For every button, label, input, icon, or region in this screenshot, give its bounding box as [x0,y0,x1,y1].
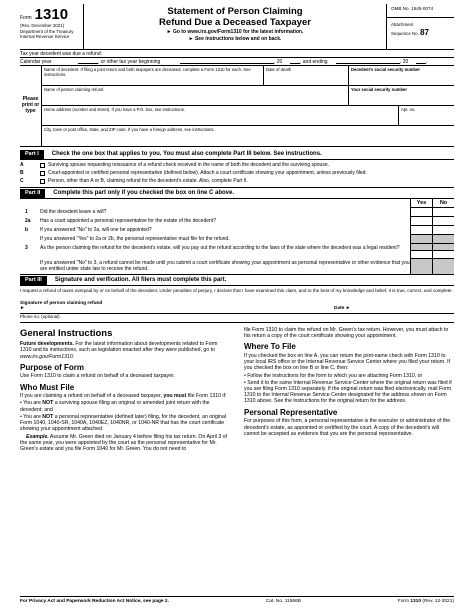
q3-note-shaded [411,259,432,274]
where-bullet-2: • Send it to the same Internal Revenue Service Center where the original return was filed if you are filing Form 1310 separately. If the original return was filed electronically, mail Form 1310 to the Internal Revenue Service Center designated for the address shown on Form 1310 above. See the instructions for the original return for the address. [244,379,452,405]
part-1-tag: Part I [20,150,44,159]
q1-no-box[interactable] [433,208,454,217]
q2-note-shaded [411,235,432,244]
who-must-file-heading: Who Must File [20,382,75,392]
agency-line-2: Internal Revenue Service [20,33,70,39]
where-bullet-1: • Follow the instructions for the form to which you are attaching Form 1310, or [244,372,423,379]
example-continued: file Form 1310 to claim the refund on Mr. Green's tax return. However, you must attach to his return a copy of the court certificate showing your appointment. [244,326,449,339]
q3-yes-box[interactable] [411,251,432,259]
q3-shaded-no [433,244,454,251]
form-title-line-1: Statement of Person Claiming [167,6,303,17]
q3-note-shaded-no [433,259,454,274]
part-3-header [20,275,454,286]
question-2-note: If you answered "Yes" to 2a or 2b, the personal representative must file for the refund. [40,236,230,242]
yes-no-columns [410,199,454,274]
option-c-letter: C [20,178,24,184]
part-1-title: Check the one box that applies to you. You must also complete Part III below. See instructions. [51,150,322,157]
calendar-year-field[interactable] [78,58,98,64]
example-text: Example. Assume Mr. Green died on January 4 before filing his tax return. On April 3 of the same year, you were appointed by the court as the personal representative for Mr. Green's estate and you file Form 1040 for Mr. Green. You do not need to [20,433,227,453]
where-to-file-heading: Where To File [244,342,296,352]
tax-year-period: . [426,59,428,65]
agency-line-1: Department of the Treasury [20,28,74,34]
future-developments: Future developments. For the latest information about developments related to Form 1310 and its instructions, such as legislation enacted after they were published, go to www.irs.gov/Form1310. [20,341,218,360]
ending-date-field[interactable] [336,58,400,64]
q2a-no-box[interactable] [433,217,454,226]
yes-header: Yes [411,199,432,208]
footer-privacy-notice: For Privacy Act and Paperwork Reduction Act Notice, see page 2. [20,599,169,604]
option-a-checkbox[interactable] [40,163,45,168]
claimant-name-field[interactable]: Name of person claiming refund [42,86,349,105]
option-b-checkbox[interactable] [40,171,45,176]
option-a-letter: A [20,162,24,168]
form-revision: (Rev. December 2021) [20,23,65,29]
who-must-file-text: If you are claiming a refund on behalf of a deceased taxpayer, you must file Form 1310 if: [20,393,227,400]
phone-field[interactable]: Phone no. (optional) [20,314,454,323]
personal-info-block [20,66,454,147]
question-3-note: If you answered "No" to 3, a refund cannot be made until you submit a court certificate showing your appointment as personal representative or other evidence that you are entitled under state law to receive the refund. [40,260,410,272]
purpose-text: Use Form 1310 to claim a refund on behalf of a deceased taxpayer. [20,373,175,380]
home-address-field[interactable]: Home address (number and street). If you have a P.O. box, see instructions. [42,106,399,125]
attachment-label: Attachment [391,22,414,28]
no-header: No [433,199,454,208]
perjury-declaration: I request a refund of taxes overpaid by or on behalf of the decedent. Under penalties of perjury, I declare that I have examined this claim, and to the best of my knowledge and belief, it is true, correct, and complete. [20,288,453,293]
form-id-block [20,4,84,49]
date-field[interactable] [356,302,454,312]
purpose-heading: Purpose of Form [20,362,85,372]
part-2-tag: Part II [20,189,45,198]
part-2-questions [20,199,454,275]
beginning-year-field[interactable] [290,58,300,64]
part-1-header [20,149,454,160]
part-3-title: Signature and verification. All filers must complete this part. [54,276,227,283]
omb-block [386,4,454,49]
calendar-year-row [20,58,454,66]
where-to-file-text: If you checked the box on line A, you can return the joint-name check with Form 1310 to your local IRS office or the Internal Revenue Service Center where you filed your return. If you checked the box on line B or line C, then: [244,352,451,372]
instructions-col-1 [20,327,230,454]
general-instructions-heading: General Instructions [20,327,113,339]
option-b [20,169,454,177]
part-1-options [20,160,454,188]
signature-label: Signature of person claiming refund ► [20,300,103,312]
tax-year-line: Tax year decedent was due a refund: [20,50,454,58]
option-b-letter: B [20,170,24,176]
q2b-yes-box[interactable] [411,226,432,235]
signature-field[interactable] [104,302,334,312]
q2b-no-box[interactable] [433,226,454,235]
q2-note-shaded-no [433,235,454,244]
form-title-line-2: Refund Due a Deceased Taxpayer [159,16,311,28]
yes-column [410,199,432,274]
q1-yes-box[interactable] [411,208,432,217]
question-2a: 2a Has a court appointed a personal representative for the estate of the decedent? [25,218,216,224]
ending-label: , and ending [300,59,328,65]
beginning-year-label: , 20 [274,59,283,65]
option-c-text: Person, other than A or B, claiming refund for the decedent's estate. Also, complete Part II. [48,178,248,184]
question-1: 1 Did the decedent leave a will? [25,209,107,215]
omb-number: OMB No. 1545-0074 [387,6,454,18]
option-a-text: Surviving spouse requesting reissuance of a refund check received in the name of both the decedent and the surviving spouse. [48,162,330,168]
city-state-zip-field[interactable]: City, town or post office, state, and ZIP code. If you have a foreign address, see instructions. [44,127,215,132]
attachment-sequence [391,22,454,37]
option-b-text: Court-appointed or certified personal representative (defined below). Attach a court certificate showing your appointment, unless previously filed. [48,170,367,176]
question-2b: b If you answered "No" to 2a, will one be appointed? [25,227,152,233]
sequence-label: Sequence No. [391,30,419,36]
date-label: Date ► [334,306,351,312]
personal-representative-heading: Personal Representative [244,407,338,417]
personal-representative-text: For purposes of this form, a personal representative is the executor or administrator of the decedent's estate, as appointed or certified by the court. A copy of the decedent's will cannot be accepted as evidence that you are the personal representative. [244,418,451,437]
who-bullet-2: • You are NOT a personal representative (defined later) filing, for the decedent, an original Form 1040, 1040-SR, 1040A, 1040EZ, 1040NR, or 1040-NR that has the court certificate showing your appointment attached. [20,413,226,433]
q3-shaded [411,244,432,251]
ending-year-label: , 20 [400,59,409,65]
option-c-checkbox[interactable] [40,179,45,184]
instructions-section [20,323,454,454]
sequence-number: 87 [420,27,429,37]
option-c [20,177,454,185]
irs-form-link[interactable]: www.irs.gov/Form1310 [20,353,73,360]
form-number: 1310 [34,6,69,23]
claimant-ssn-field[interactable]: Your social security number [351,87,408,92]
footer-form-id: Form 1310 (Rev. 12-2021) [397,599,454,604]
apt-no-field[interactable]: Apt. no. [401,107,416,112]
part-2-header [20,188,454,199]
form-subtitle-2: ► See instructions below and on back. [188,35,282,42]
who-bullet-1: • You are NOT a surviving spouse filing an original or amended joint return with the decedent; and [20,400,210,413]
q2a-yes-box[interactable] [411,217,432,226]
please-print-label: Please print or type [20,66,42,146]
no-column [432,199,454,274]
date-of-death-field[interactable]: Date of death [264,66,349,85]
form-label: Form [20,15,32,21]
part-2-title: Complete this part only if you checked the box on line C above. [53,189,234,196]
beginning-date-field[interactable] [180,58,274,64]
ending-year-field[interactable] [416,58,426,64]
calendar-year-label: Calendar year [20,59,52,65]
part-3-tag: Part III [20,276,47,285]
form-header [20,4,454,50]
form-subtitle-1: ► Go to www.irs.gov/Form1310 for the latest information. [166,28,304,35]
instructions-col-2 [244,327,454,454]
option-a [20,161,454,169]
question-3: 3 As the person claiming the refund for the decedent's estate, will you pay out the refund according to the laws of the state where the decedent was a legal resident? [25,245,400,251]
signature-row [20,296,454,314]
other-tax-year-label: , or other tax year beginning [98,59,161,65]
form-title-block [84,4,386,49]
decedent-ssn-field[interactable]: Decedent's social security number [351,67,420,72]
form-footer [20,596,454,605]
decedent-name-field[interactable]: Name of decedent. If filing a joint return and both taxpayers are deceased, complete a Form 1310 for each. See instructions. [42,66,264,85]
q3-no-box[interactable] [433,251,454,259]
footer-cat-no: Cat. No. 11566B [265,599,301,604]
